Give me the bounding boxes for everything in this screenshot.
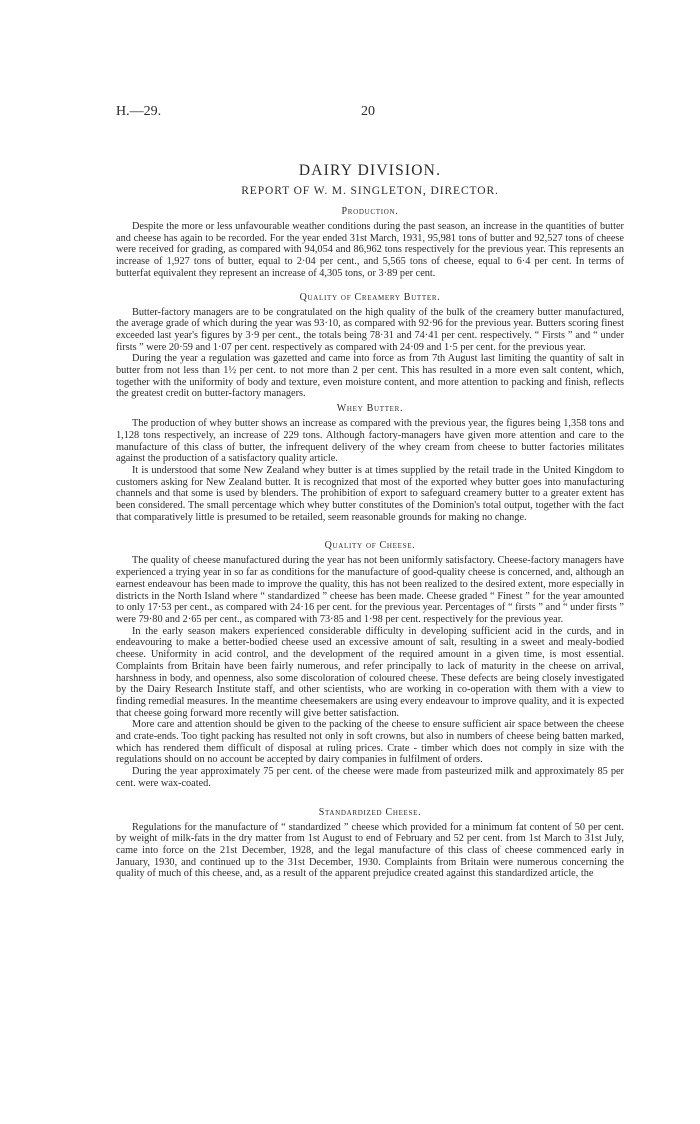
paragraph: During the year a regulation was gazetted and came into force as from 7th August last limiting the quantity of salt in butter from not less than 1½ per cent. to not more than 2 per cent. This has resulted in a more even salt content, which, together with the uniformity of body and texture, even moisture content, and more attention to packing and finish, reflects the greatest credit on butter-factory managers.	[116, 353, 624, 400]
paragraph: The production of whey butter shows an increase as compared with the previous year, the figures being 1,358 tons and 1,128 tons respectively, an increase of 229 tons. Although factory-managers have given more attention and care to the manufacture of this class of butter, the infrequent delivery of the whey cream from cheese to butter factories militates against the production of a satisfactory quality article.	[116, 418, 624, 465]
section-quality-of-cheese	[116, 539, 624, 789]
page-content	[116, 162, 624, 880]
section-standardized-cheese	[116, 806, 624, 881]
paragraph: Despite the more or less unfavourable weather conditions during the past season, an increase in the quantities of butter and cheese has again to be recorded. For the year ended 31st March, 1931, 95,981 tons of butter and 92,527 tons of cheese were received for grading, as compared with 94,054 and 86,962 tons respectively for the previous year. This represents an increase of 1,927 tons of butter, equal to 2·04 per cent., and 5,565 tons of cheese, equal to 6·4 per cent. In terms of butterfat equivalent they represent an increase of 4,305 tons, or 3·89 per cent.	[116, 221, 624, 279]
paragraph: During the year approximately 75 per cent. of the cheese were made from pasteurized milk and approximately 85 per cent. were wax-coated.	[116, 766, 624, 789]
section-heading: Quality of Cheese.	[324, 540, 416, 552]
paragraph: In the early season makers experienced considerable difficulty in developing sufficient acid in the curds, and in endeavouring to make a better-bodied cheese used an excessive amount of salt, resulting in a sweet and mealy-bodied cheese. Uniformity in acid control, and the development of the required amount in a given time, is most essential. Complaints from Britain have been fairly numerous, and refer principally to lack of maturity in the cheese on arrival, harshness in body, and openness, also some discoloration of coloured cheese. These defects are being closely investigated by the Dairy Research Institute staff, and other scientists, who are working in co-operation with them with a view to finding remedial measures. In the meantime cheesemakers are using every endeavour to improve quality, and it is expected that cheese going forward more recently will give better satisfaction.	[116, 625, 624, 719]
page-number: 20	[361, 104, 375, 119]
division-title: DAIRY DIVISION.	[298, 162, 442, 179]
paragraph: Regulations for the manufacture of “ standardized ” cheese which provided for a minimum fat content of 50 per cent. by weight of milk-fats in the dry matter from 1st August to end of February and 52 per cent. from 1st March to 31st July, came into force on the 21st December, 1928, and the legal manufacture of this class of cheese commenced early in January, 1930, and continued up to the 31st December, 1930. Complaints from Britain were numerous concerning the quality of much of this cheese, and, as a result of the apparent prejudice created against this standardized article, the	[116, 821, 624, 880]
paragraph: More care and attention should be given to the packing of the cheese to ensure sufficient air space between the cheese and crate-ends. Too tight packing has resulted not only in soft crowns, but also in numbers of cheese being batten marked, which has rendered them difficult of disposal at ruling prices. Crate - timber which does not comply in size with the regulations should on no account be accepted by dairy companies in fulfilment of orders.	[116, 719, 624, 766]
paragraph: The quality of cheese manufactured during the year has not been uniformly satisfactory. Cheese-factory managers have experienced a trying year in so far as conditions for the manufacture of good-quality cheese is concerned, and, although an earnest endeavour has been made to improve the quality, this has not been realized to the desired extent, more especially in districts in the North Island where “ standardized ” cheese has been made. Cheese graded “ Finest ” for the year amounted to only 17·53 per cent., as compared with 24·16 per cent. for the previous year. Percentages of “ firsts ” and “ under firsts ” were 79·80 and 2·65 per cent., as compared with 73·85 and 1·98 per cent. respectively for the previous year.	[116, 555, 624, 625]
section-production	[116, 205, 624, 280]
section-heading: Production.	[341, 206, 399, 217]
section-whey-butter	[116, 402, 624, 523]
section-heading: Whey Butter.	[336, 403, 404, 415]
paragraph: It is understood that some New Zealand whey butter is at times supplied by the retail trade in the United Kingdom to customers asking for New Zealand butter. It is recognized that most of the exported whey butter goes into manufacturing channels and that some is used by blenders. The prohibition of export to safeguard creamery butter to a greater extent has been considered. The small percentage which whey butter constitutes of the Dominion's total output, together with the fact that comparatively little is presumed to be retailed, seem reasonable grounds for making no change.	[116, 464, 624, 523]
paragraph: Butter-factory managers are to be congratulated on the high quality of the bulk of the creamery butter manufactured, the average grade of which during the year was 93·10, as compared with 92·96 for the previous year. Butters scoring finest exceeded last year's figures by 3·9 per cent., the totals being 78·31 and 74·41 per cent. respectively. “ Firsts ” and “ under firsts ” were 20·59 and 1·07 per cent. respectively as compared with 24·09 and 1·5 per cent. for the previous year.	[116, 306, 624, 353]
section-heading: Quality of Creamery Butter.	[299, 291, 441, 303]
document-code: H.—29.	[116, 104, 162, 119]
section-quality-creamery-butter	[116, 291, 624, 401]
section-heading: Standardized Cheese.	[318, 806, 422, 818]
page-header	[116, 104, 620, 124]
report-title: REPORT OF W. M. SINGLETON, DIRECTOR.	[241, 185, 499, 197]
